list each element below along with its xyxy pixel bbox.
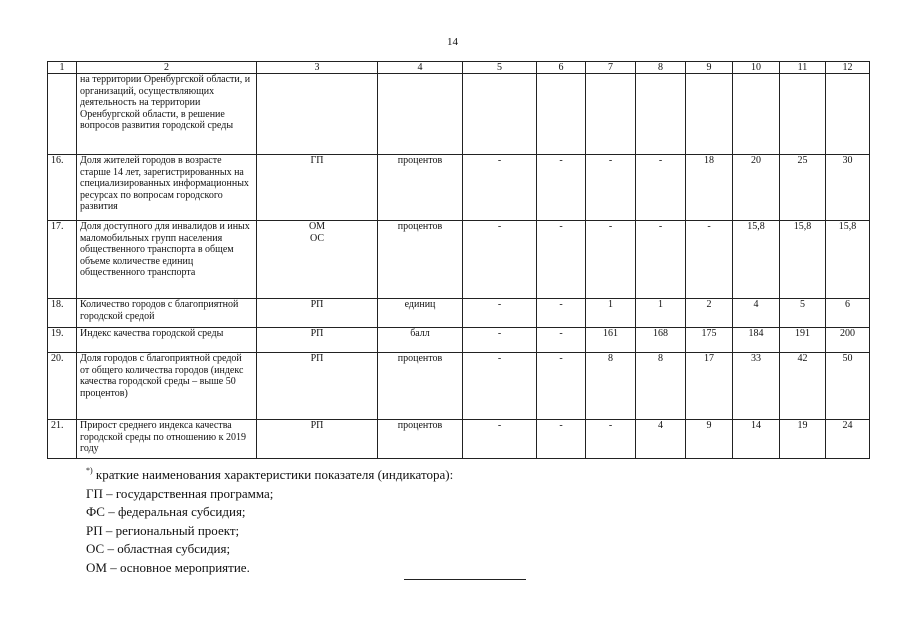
- column-header: 11: [780, 62, 826, 74]
- column-header: 9: [686, 62, 733, 74]
- row-number: 18.: [48, 299, 77, 328]
- indicator-name: Доля доступного для инвалидов и иных маломобильных групп населения общественного транспорта в общем объеме количестве единиц общественного транспорта: [77, 221, 257, 299]
- value-cell: 15,8: [826, 221, 870, 299]
- value-cell: 175: [686, 328, 733, 353]
- table-row: [48, 328, 870, 353]
- value-cell: 14: [733, 420, 780, 459]
- row-number: 20.: [48, 353, 77, 420]
- value-cell: 33: [733, 353, 780, 420]
- value-cell: 1: [636, 299, 686, 328]
- value-cell: -: [537, 221, 586, 299]
- indicators-table: [47, 61, 870, 459]
- value-cell: [537, 74, 586, 155]
- unit-cell: процентов: [378, 420, 463, 459]
- characteristic-cell: [257, 74, 378, 155]
- column-header: 10: [733, 62, 780, 74]
- value-cell: -: [463, 353, 537, 420]
- footnote-line: ФС – федеральная субсидия;: [86, 504, 246, 519]
- value-cell: 1: [586, 299, 636, 328]
- value-cell: -: [686, 221, 733, 299]
- value-cell: -: [463, 420, 537, 459]
- value-cell: -: [636, 221, 686, 299]
- value-cell: 168: [636, 328, 686, 353]
- footnote-line: ОС – областная субсидия;: [86, 541, 231, 556]
- value-cell: 15,8: [780, 221, 826, 299]
- column-header: 4: [378, 62, 463, 74]
- value-cell: -: [537, 420, 586, 459]
- value-cell: 24: [826, 420, 870, 459]
- value-cell: -: [537, 328, 586, 353]
- value-cell: 6: [826, 299, 870, 328]
- footnote-line: ОМ – основное мероприятие.: [86, 559, 250, 575]
- value-cell: 2: [686, 299, 733, 328]
- value-cell: 17: [686, 353, 733, 420]
- value-cell: 50: [826, 353, 870, 420]
- characteristic-cell: РП: [257, 328, 378, 353]
- indicator-name: Индекс качества городской среды: [77, 328, 257, 353]
- value-cell: 30: [826, 155, 870, 221]
- value-cell: [826, 74, 870, 155]
- value-cell: 15,8: [733, 221, 780, 299]
- table-row: [48, 74, 870, 155]
- value-cell: -: [463, 221, 537, 299]
- value-cell: [586, 74, 636, 155]
- column-header: 8: [636, 62, 686, 74]
- column-header: 1: [48, 62, 77, 74]
- indicator-name: Прирост среднего индекса качества городской среды по отношению к 2019 году: [77, 420, 257, 459]
- value-cell: -: [586, 420, 636, 459]
- characteristic-cell: ОМ ОС: [257, 221, 378, 299]
- value-cell: [463, 74, 537, 155]
- footnote-line: ГП – государственная программа;: [86, 485, 274, 501]
- column-header: 5: [463, 62, 537, 74]
- value-cell: 42: [780, 353, 826, 420]
- unit-cell: единиц: [378, 299, 463, 328]
- table-row: [48, 299, 870, 328]
- table-row: [48, 420, 870, 459]
- row-number: 19.: [48, 328, 77, 353]
- value-cell: 161: [586, 328, 636, 353]
- end-divider: [404, 579, 526, 580]
- table-row: [48, 155, 870, 221]
- value-cell: -: [463, 155, 537, 221]
- column-header: 12: [826, 62, 870, 74]
- column-header: 6: [537, 62, 586, 74]
- indicator-name: Доля жителей городов в возрасте старше 14 лет, зарегистрированных на специализированных информационных ресурсах по вопросам городского развития: [77, 155, 257, 221]
- table-row: [48, 221, 870, 299]
- value-cell: 4: [733, 299, 780, 328]
- value-cell: 9: [686, 420, 733, 459]
- column-header: 2: [77, 62, 257, 74]
- value-cell: -: [463, 328, 537, 353]
- footnote-line: РП – региональный проект;: [86, 522, 240, 538]
- value-cell: 8: [636, 353, 686, 420]
- footnote-line: краткие наименования характеристики показателя (индикатора):: [95, 467, 454, 482]
- column-number-row: [48, 62, 870, 74]
- value-cell: 20: [733, 155, 780, 221]
- value-cell: 8: [586, 353, 636, 420]
- value-cell: [780, 74, 826, 155]
- unit-cell: [378, 74, 463, 155]
- page-number: 14: [447, 36, 458, 48]
- row-number: [48, 74, 77, 155]
- characteristic-cell: РП: [257, 420, 378, 459]
- row-number: 16.: [48, 155, 77, 221]
- characteristic-cell: ГП: [257, 155, 378, 221]
- value-cell: [733, 74, 780, 155]
- value-cell: 18: [686, 155, 733, 221]
- footnote-marker: *): [86, 466, 93, 475]
- value-cell: 191: [780, 328, 826, 353]
- characteristic-cell: РП: [257, 353, 378, 420]
- unit-cell: процентов: [378, 155, 463, 221]
- footnote: [86, 462, 453, 577]
- value-cell: 4: [636, 420, 686, 459]
- footnote-intro: [86, 462, 453, 485]
- value-cell: 5: [780, 299, 826, 328]
- value-cell: 184: [733, 328, 780, 353]
- unit-cell: процентов: [378, 221, 463, 299]
- column-header: 3: [257, 62, 378, 74]
- column-header: 7: [586, 62, 636, 74]
- value-cell: -: [463, 299, 537, 328]
- value-cell: [686, 74, 733, 155]
- characteristic-cell: РП: [257, 299, 378, 328]
- row-number: 21.: [48, 420, 77, 459]
- value-cell: -: [537, 353, 586, 420]
- indicator-name: Количество городов с благоприятной городской средой: [77, 299, 257, 328]
- row-number: 17.: [48, 221, 77, 299]
- value-cell: -: [636, 155, 686, 221]
- indicator-name: Доля городов с благоприятной средой от общего количества городов (индекс качества городской среды – выше 50 процентов): [77, 353, 257, 420]
- value-cell: -: [586, 221, 636, 299]
- value-cell: 25: [780, 155, 826, 221]
- table-row: [48, 353, 870, 420]
- value-cell: -: [586, 155, 636, 221]
- value-cell: 19: [780, 420, 826, 459]
- value-cell: -: [537, 299, 586, 328]
- unit-cell: процентов: [378, 353, 463, 420]
- value-cell: [636, 74, 686, 155]
- indicator-name: на территории Оренбургской области, и организаций, осуществляющих деятельность на территории Оренбургской области, в решение вопросов развития городской среды: [77, 74, 257, 155]
- value-cell: 200: [826, 328, 870, 353]
- value-cell: -: [537, 155, 586, 221]
- unit-cell: балл: [378, 328, 463, 353]
